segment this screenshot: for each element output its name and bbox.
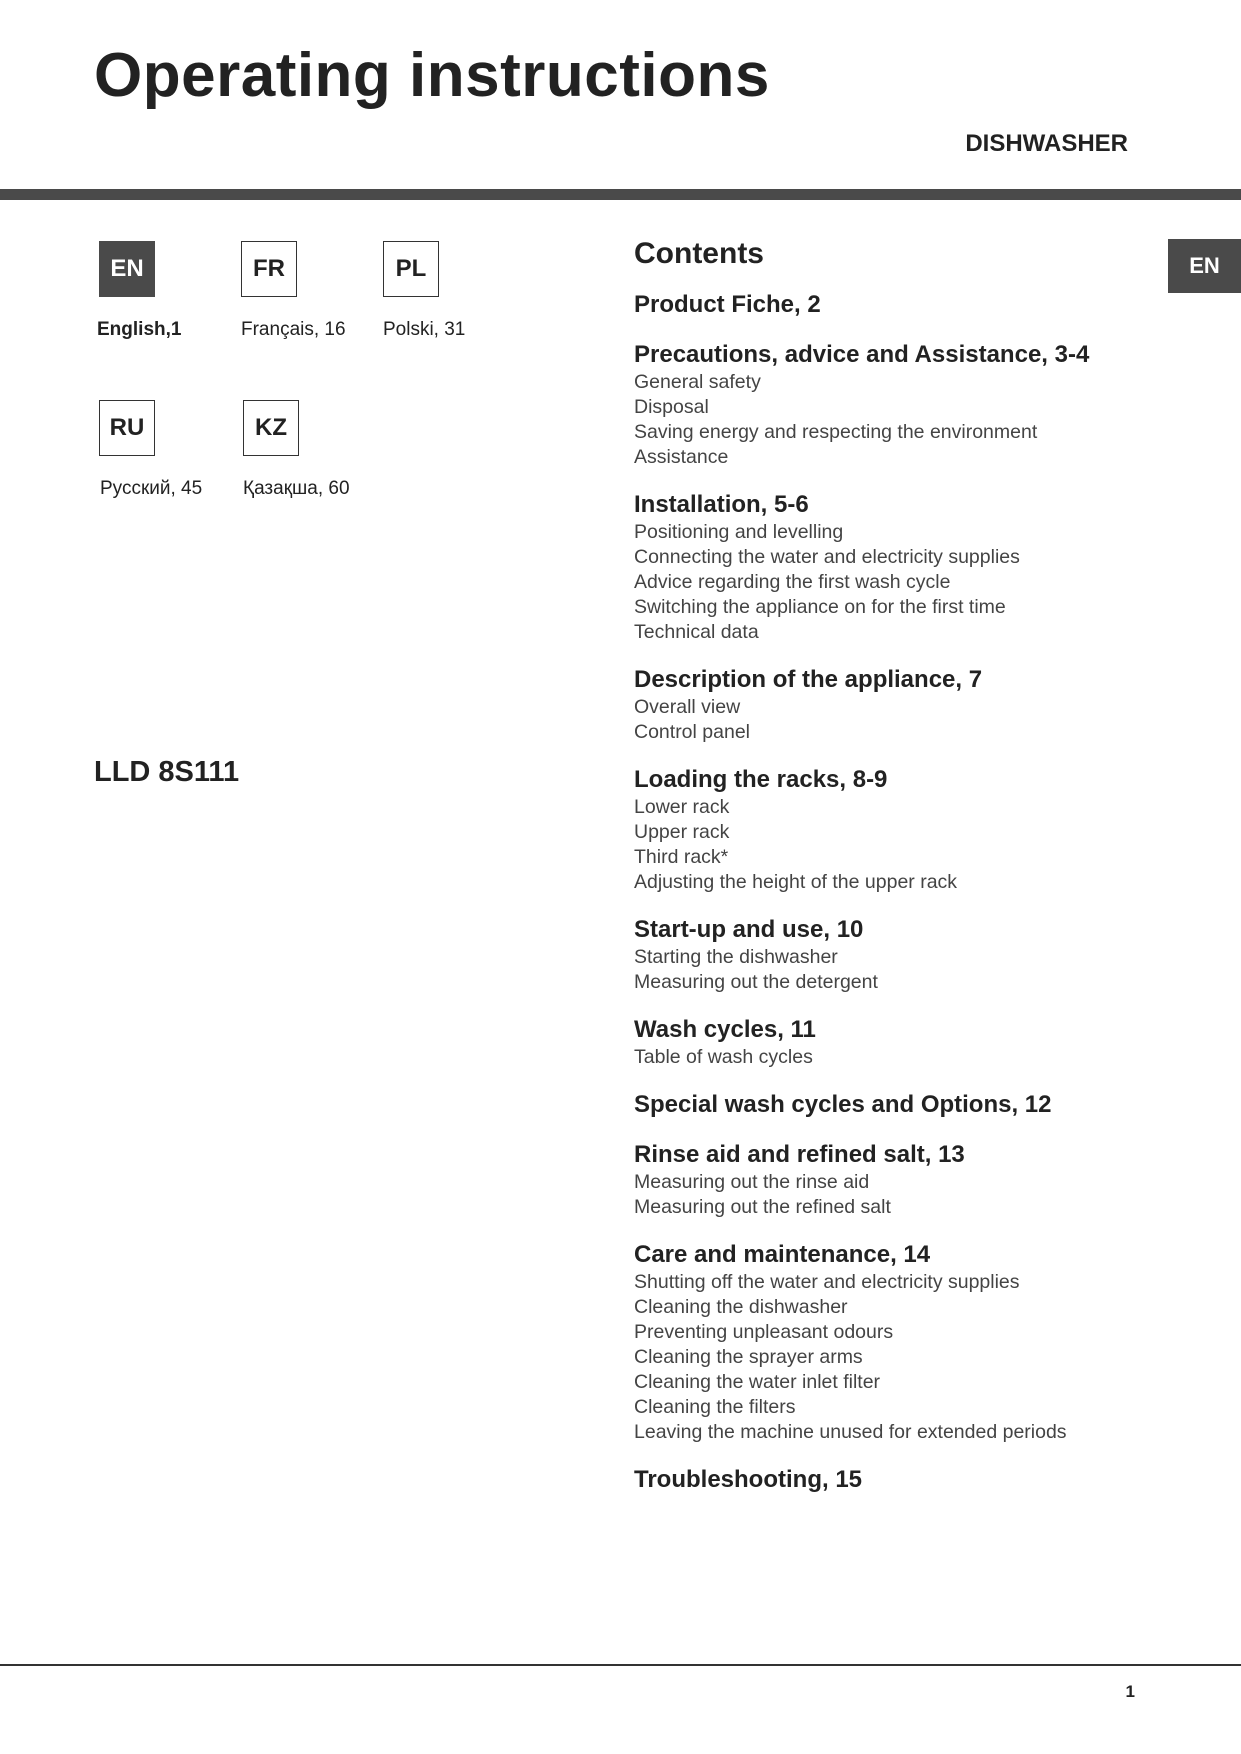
contents-section-title[interactable]: Product Fiche, 2 (634, 291, 821, 318)
language-label: Русский, 45 (100, 478, 203, 499)
contents-section-title[interactable]: Installation, 5-6 (634, 491, 809, 518)
contents-section (634, 915, 1154, 995)
footer-divider (0, 1664, 1241, 1666)
contents-section-item[interactable]: General safety (634, 371, 761, 393)
contents-section (634, 340, 1154, 470)
contents-section-item[interactable]: Preventing unpleasant odours (634, 1321, 894, 1343)
language-code-box[interactable]: FR (241, 241, 297, 297)
contents-section-item[interactable]: Measuring out the refined salt (634, 1196, 891, 1218)
language-option-fr[interactable] (241, 241, 401, 341)
language-label: English,1 (97, 319, 182, 340)
contents-section-title[interactable]: Start-up and use, 10 (634, 916, 864, 943)
contents-heading: Contents (634, 237, 764, 270)
contents-section-item[interactable]: Lower rack (634, 796, 730, 818)
header-divider (0, 189, 1241, 200)
contents-section (634, 665, 1154, 745)
language-code-box[interactable]: RU (99, 400, 155, 456)
contents-section-item[interactable]: Overall view (634, 696, 741, 718)
contents-section-item[interactable]: Control panel (634, 721, 750, 743)
contents-section-item[interactable]: Advice regarding the first wash cycle (634, 571, 951, 593)
contents-section-item[interactable]: Upper rack (634, 821, 730, 843)
contents-section-title[interactable]: Rinse aid and refined salt, 13 (634, 1141, 965, 1168)
contents-section-item[interactable]: Starting the dishwasher (634, 946, 838, 968)
language-code-box[interactable]: PL (383, 241, 439, 297)
contents-sections (634, 290, 1154, 1495)
contents-section-item[interactable]: Third rack* (634, 846, 729, 868)
contents-section (634, 1015, 1154, 1070)
language-label: Қазақша, 60 (243, 478, 350, 499)
contents-section (634, 1240, 1154, 1445)
contents-section-item[interactable]: Technical data (634, 621, 759, 643)
contents-section-item[interactable]: Cleaning the filters (634, 1396, 796, 1418)
contents-section-title[interactable]: Loading the racks, 8-9 (634, 766, 888, 793)
contents-section-item[interactable]: Leaving the machine unused for extended periods (634, 1421, 1067, 1443)
contents-section-item[interactable]: Adjusting the height of the upper rack (634, 871, 958, 893)
model-number: LLD 8S111 (94, 756, 240, 788)
language-option-kz[interactable] (243, 400, 403, 500)
contents-section-item[interactable]: Connecting the water and electricity supplies (634, 546, 1020, 568)
language-label: Polski, 31 (383, 319, 466, 340)
contents-section-item[interactable]: Saving energy and respecting the environment (634, 421, 1038, 443)
contents-section-title[interactable]: Wash cycles, 11 (634, 1016, 816, 1043)
contents-section-item[interactable]: Cleaning the dishwasher (634, 1296, 848, 1318)
contents-section (634, 1140, 1154, 1220)
contents-section-item[interactable]: Cleaning the sprayer arms (634, 1346, 863, 1368)
product-type-label: DISHWASHER (965, 130, 1128, 157)
contents-section-item[interactable]: Shutting off the water and electricity supplies (634, 1271, 1020, 1293)
language-label: Français, 16 (241, 319, 346, 340)
contents-section-item[interactable]: Assistance (634, 446, 729, 468)
contents-section-item[interactable]: Cleaning the water inlet filter (634, 1371, 881, 1393)
table-of-contents (634, 236, 1154, 1515)
contents-section-title[interactable]: Precautions, advice and Assistance, 3-4 (634, 341, 1090, 368)
contents-section (634, 290, 1154, 320)
contents-section-item[interactable]: Table of wash cycles (634, 1046, 813, 1068)
contents-section-item[interactable]: Switching the appliance on for the first time (634, 596, 1006, 618)
contents-section-item[interactable]: Measuring out the detergent (634, 971, 878, 993)
contents-section-title[interactable]: Care and maintenance, 14 (634, 1241, 931, 1268)
language-code-box[interactable]: EN (99, 241, 155, 297)
page-title: Operating instructions (94, 41, 770, 110)
page-number: 1 (1125, 1682, 1135, 1701)
contents-section-title[interactable]: Troubleshooting, 15 (634, 1466, 863, 1493)
contents-section-item[interactable]: Disposal (634, 396, 709, 418)
language-option-en[interactable] (99, 241, 259, 341)
contents-section-title[interactable]: Special wash cycles and Options, 12 (634, 1091, 1052, 1118)
contents-section-item[interactable]: Positioning and levelling (634, 521, 844, 543)
language-option-pl[interactable] (383, 241, 543, 341)
contents-section-title[interactable]: Description of the appliance, 7 (634, 666, 983, 693)
contents-section (634, 1090, 1154, 1120)
contents-section (634, 490, 1154, 645)
language-side-tab: EN (1168, 239, 1241, 293)
language-code-box[interactable]: KZ (243, 400, 299, 456)
contents-section (634, 1465, 1154, 1495)
contents-section-item[interactable]: Measuring out the rinse aid (634, 1171, 870, 1193)
contents-section (634, 765, 1154, 895)
language-option-ru[interactable] (99, 400, 259, 500)
